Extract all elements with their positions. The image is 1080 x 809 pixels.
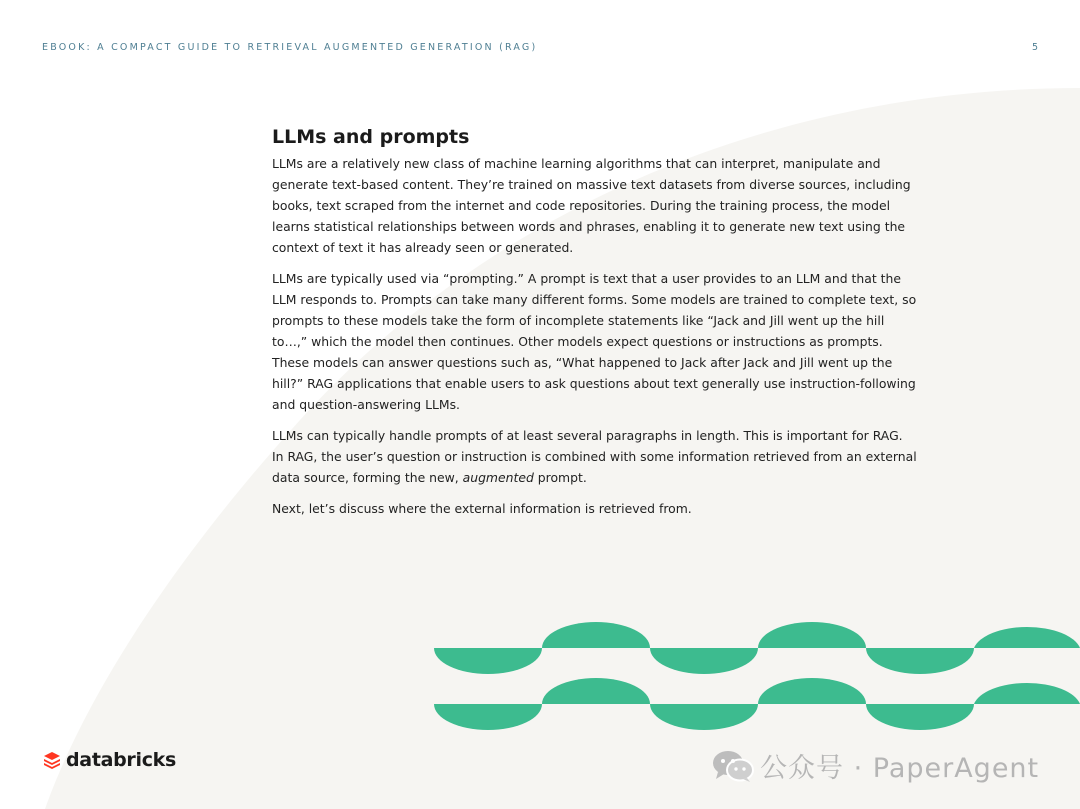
paragraph-prompting: LLMs are typically used via “prompting.” A prompt is text that a user provides to an LLM and that the LLM responds to. Prompts can take many different forms. Some models are trained to complete text, so prompts to these models take the form of incomplete statements like “Jack and Jill went up the hill to…,” which the model then continues. Other models expect questions or instructions as prompts. These models can answer questions such as, “What happened to Jack after Jack and Jill went up the hill?” RAG applications that enable users to ask questions about text generally use instruction-following and question-answering LLMs.	[272, 271, 917, 412]
section-heading: LLMs and prompts	[272, 126, 470, 148]
wave-down-1b	[650, 648, 758, 674]
databricks-logo	[42, 749, 176, 771]
wave-up-2a	[542, 678, 650, 704]
databricks-layers-icon	[42, 750, 62, 770]
paragraph-prompt-length-text: LLMs can typically handle prompts of at least several paragraphs in length. This is important for RAG. In RAG, the user’s question or instruction is combined with some information retrieved from an external data source, forming the new,	[272, 428, 917, 485]
wave-down-1a	[434, 648, 542, 674]
wave-up-2b	[758, 678, 866, 704]
wechat-icon	[712, 749, 754, 783]
paragraph-prompt-length-end: prompt.	[533, 470, 587, 485]
ebook-header-title: EBOOK: A COMPACT GUIDE TO RETRIEVAL AUGMENTED GENERATION (RAG)	[42, 42, 538, 53]
wave-up-1c	[974, 627, 1080, 648]
wave-up-2c	[974, 683, 1080, 704]
wechat-watermark	[712, 746, 1039, 785]
paragraph-next: Next, let’s discuss where the external information is retrieved from.	[272, 501, 692, 516]
page-number: 5	[1031, 42, 1038, 53]
watermark-text: 公众号 · PaperAgent	[760, 753, 1040, 784]
wave-down-2c	[866, 704, 974, 730]
main-content	[272, 126, 917, 529]
wave-up-1b	[758, 622, 866, 648]
paragraph-llm-definition: LLMs are a relatively new class of machine learning algorithms that can interpret, manipulate and generate text-based content. They’re trained on massive text datasets from diverse sources, including books, text scraped from the internet and code repositories. During the training process, the model learns statistical relationships between words and phrases, enabling it to generate new text using the context of text it has already seen or generated.	[272, 156, 911, 255]
paragraph-prompt-length	[272, 425, 917, 488]
augmented-emphasis: augmented	[462, 470, 534, 485]
wave-down-1c	[866, 648, 974, 674]
wave-down-2b	[650, 704, 758, 730]
decorative-green-waves	[434, 618, 1080, 733]
wave-down-2a	[434, 704, 542, 730]
wave-up-1a	[542, 622, 650, 648]
databricks-logo-text: databricks	[66, 749, 177, 771]
